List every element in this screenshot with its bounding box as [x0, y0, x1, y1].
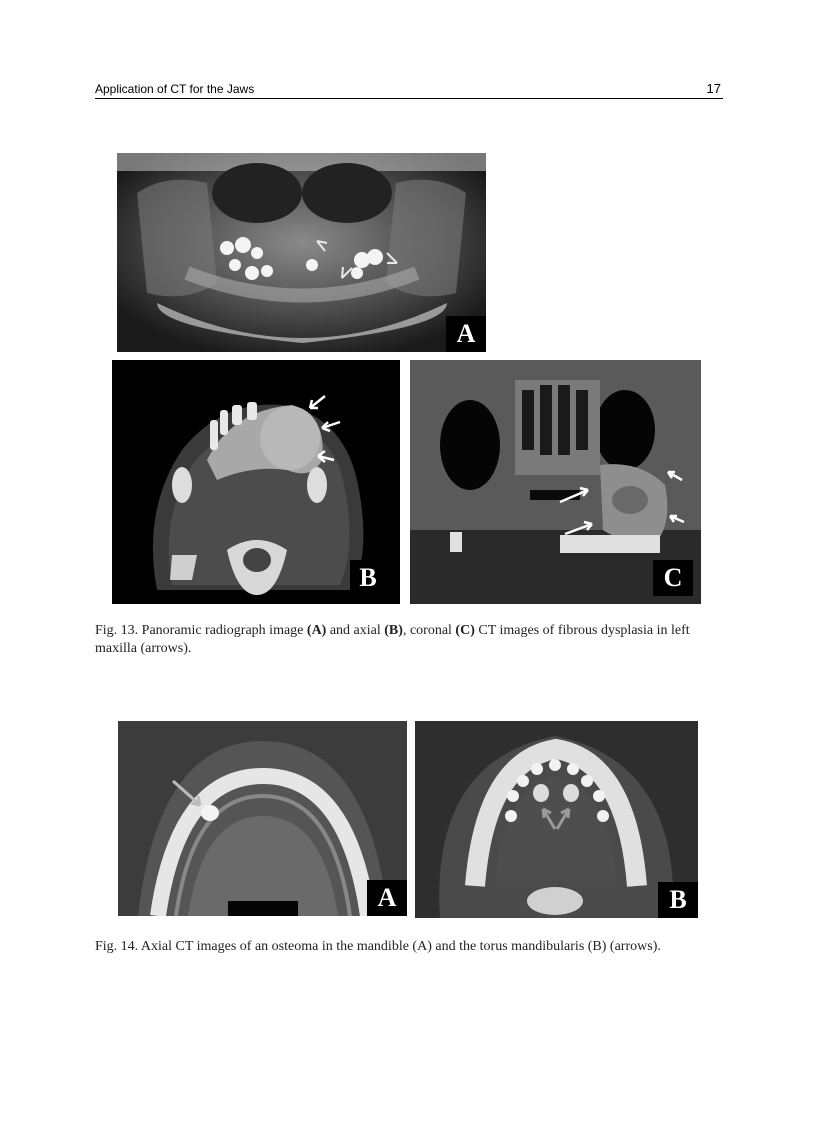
page-header [95, 80, 723, 99]
fig14-panel-b-axial-ct [415, 721, 698, 918]
fig13-caption-prefix: Fig. 13. Panoramic radiograph image [95, 623, 307, 638]
fig13-caption [95, 622, 720, 658]
fig13-caption-ref-a: (A) [306, 623, 327, 638]
fig13-caption-mid1: and axial [326, 623, 385, 638]
fig14-caption: Fig. 14. Axial CT images of an osteoma in the mandible (A) and the torus mandibularis (B) (arrows). [95, 939, 661, 954]
fig13-panel-c-coronal-ct [410, 360, 701, 604]
fig13-panel-b-axial-ct [112, 360, 400, 604]
fig13-panel-b-label: B [350, 560, 386, 596]
fig13-caption-ref-b: (B) [384, 623, 403, 638]
fig13-panel-a-label: A [446, 316, 486, 352]
fig14-panel-a-label: A [367, 880, 407, 916]
running-title: Application of CT for the Jaws [95, 82, 255, 96]
fig13-panel-c-label: C [653, 560, 693, 596]
fig14-panel-b-label: B [658, 882, 698, 918]
fig14-panel-a-axial-ct [118, 721, 407, 916]
page-number: 17 [706, 81, 721, 96]
fig13-caption-suffix: CT images of fibrous dysplasia in left maxilla (arrows). [95, 623, 690, 656]
fig13-panel-a-panoramic-radiograph [117, 153, 486, 352]
fig13-caption-mid2: , coronal [402, 623, 456, 638]
fig13-caption-ref-c: (C) [455, 623, 475, 638]
